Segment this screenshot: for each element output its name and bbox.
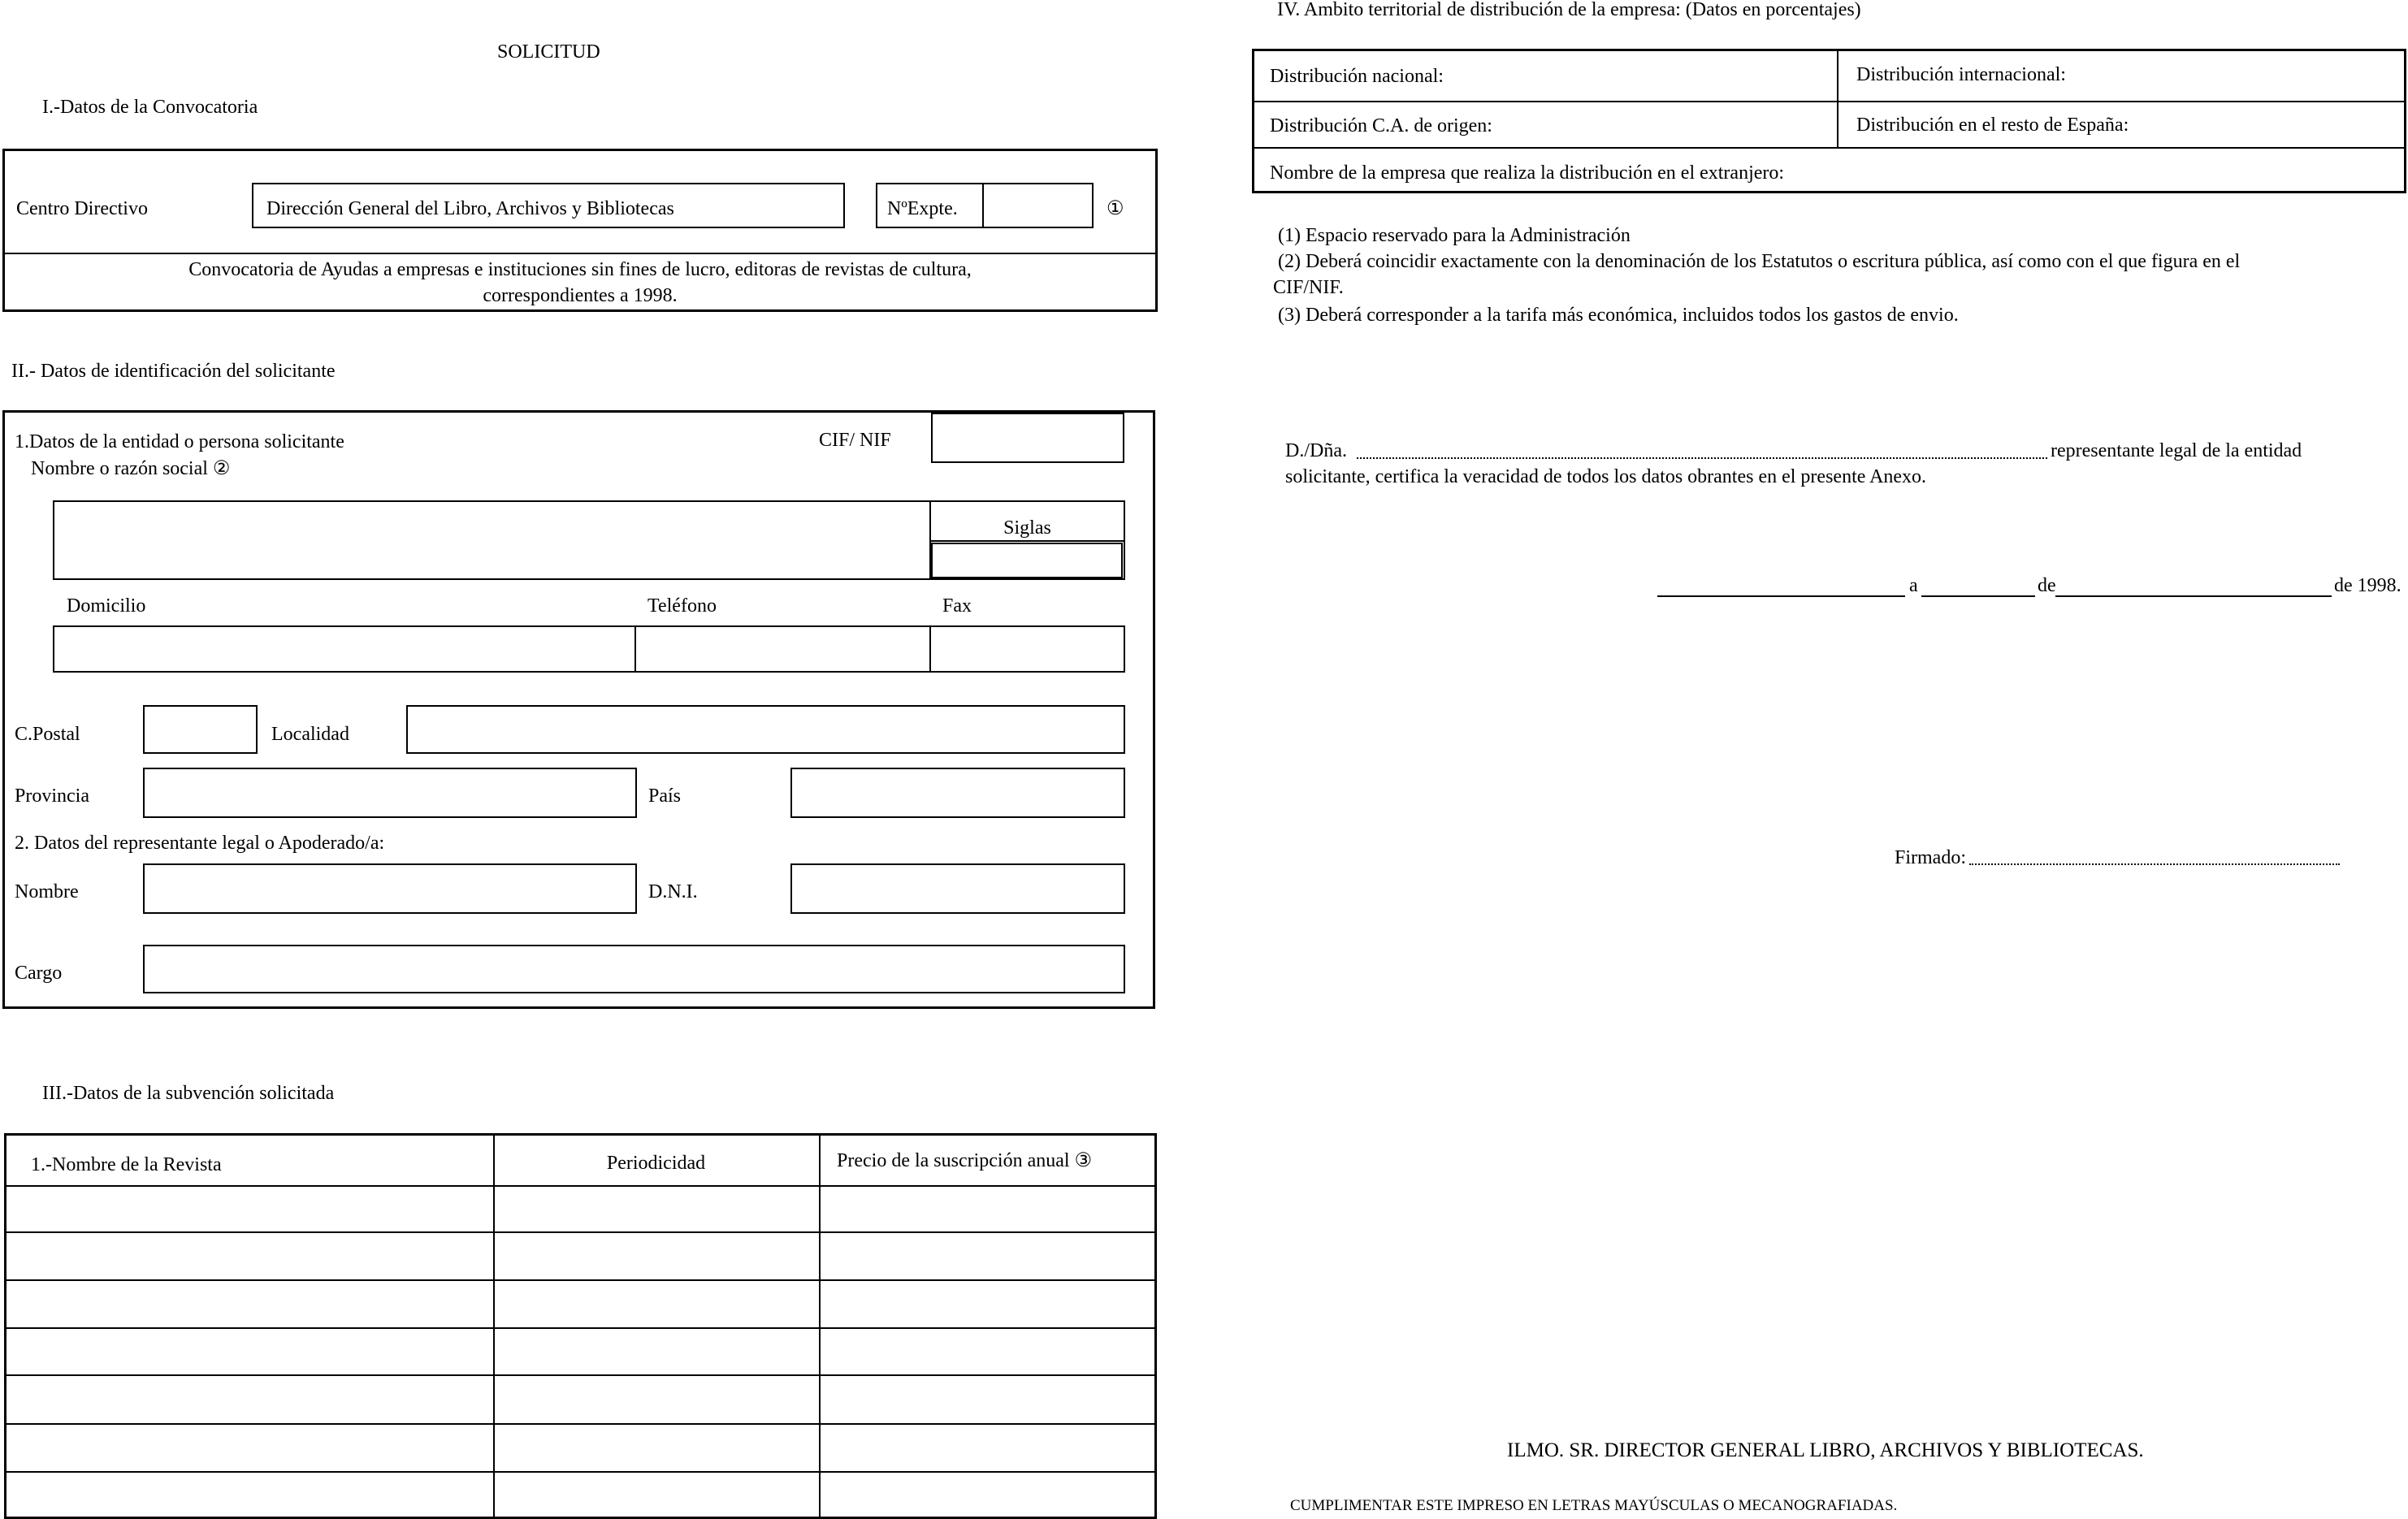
revistas-table <box>4 1133 1157 1519</box>
centro-directivo-value: Dirección General del Libro, Archivos y Bibliotecas <box>266 198 674 219</box>
firmado-label: Firmado: <box>1895 847 1966 868</box>
rep-nombre-field[interactable] <box>143 863 637 914</box>
divider <box>1252 147 2406 149</box>
expte-label: NºExpte. <box>887 198 958 219</box>
cpostal-label: C.Postal <box>15 724 80 745</box>
certification-line2: solicitante, certifica la veracidad de todos los datos obrantes en el presente Anexo. <box>1285 466 1927 487</box>
day-field[interactable] <box>1921 595 2035 597</box>
cpostal-field[interactable] <box>143 705 258 754</box>
divider <box>1837 49 1838 148</box>
table-row[interactable] <box>4 1279 1157 1281</box>
table-row[interactable] <box>4 1374 1157 1376</box>
fax-field[interactable] <box>929 625 1125 673</box>
siglas-field[interactable] <box>931 543 1123 578</box>
addressee: ILMO. SR. DIRECTOR GENERAL LIBRO, ARCHIVOS Y BIBLIOTECAS. <box>1507 1439 2144 1461</box>
note-1: (1) Espacio reservado para la Administración <box>1278 225 1631 246</box>
column-header-precio: Precio de la suscripción anual ③ <box>837 1150 1093 1171</box>
footer-instruction: CUMPLIMENTAR ESTE IMPRESO EN LETRAS MAYÚSCULAS O MECANOGRAFIADAS. <box>1290 1497 1898 1514</box>
table-row[interactable] <box>4 1185 1157 1187</box>
column-header-periodicidad: Periodicidad <box>606 1153 706 1174</box>
table-row[interactable] <box>4 1471 1157 1473</box>
convocatoria-text-line2: correspondientes a 1998. <box>483 285 678 306</box>
divider <box>493 1133 495 1519</box>
entidad-subheading: 1.Datos de la entidad o persona solicitante <box>15 431 344 452</box>
date-a: a <box>1909 575 1918 596</box>
divider <box>819 1133 821 1519</box>
localidad-field[interactable] <box>406 705 1125 754</box>
cargo-label: Cargo <box>15 963 63 984</box>
divider <box>929 540 1125 542</box>
distribucion-resto-espana[interactable]: Distribución en el resto de España: <box>1856 115 2129 136</box>
section3-heading: III.-Datos de la subvención solicitada <box>42 1083 335 1104</box>
provincia-label: Provincia <box>15 785 89 807</box>
telefono-label: Teléfono <box>647 595 717 617</box>
convocatoria-text-line1: Convocatoria de Ayudas a empresas e instituciones sin fines de lucro, editoras de revistas de cultura, <box>188 259 972 280</box>
distribucion-internacional[interactable]: Distribución internacional: <box>1856 64 2066 85</box>
section4-heading: IV. Ambito territorial de distribución de la empresa: (Datos en porcentajes) <box>1277 0 1861 20</box>
centro-directivo-label: Centro Directivo <box>16 198 148 219</box>
divider <box>2 253 1158 254</box>
fax-label: Fax <box>942 595 972 617</box>
telefono-field[interactable] <box>634 625 931 673</box>
table-row[interactable] <box>4 1423 1157 1425</box>
date-year: de 1998. <box>2334 575 2402 596</box>
place-field[interactable] <box>1657 595 1905 597</box>
pais-label: País <box>648 785 682 807</box>
date-de: de <box>2038 575 2056 596</box>
note-2-cont: CIF/NIF. <box>1273 277 1344 298</box>
note-3: (3) Deberá corresponder a la tarifa más económica, incluidos todos los gastos de envio. <box>1278 305 1959 326</box>
distribucion-ca-origen[interactable]: Distribución C.A. de origen: <box>1270 115 1492 136</box>
note-2: (2) Deberá coincidir exactamente con la denominación de los Estatutos o escritura pública, así como con el que figura en el <box>1278 251 2241 272</box>
nombre-razon-label: Nombre o razón social ② <box>31 458 231 479</box>
table-row[interactable] <box>4 1231 1157 1233</box>
siglas-label: Siglas <box>1003 517 1051 539</box>
representante-subheading: 2. Datos del representante legal o Apoderado/a: <box>15 833 385 854</box>
note-marker-1: ① <box>1107 198 1124 219</box>
dni-label: D.N.I. <box>648 881 698 902</box>
distribucion-nacional[interactable]: Distribución nacional: <box>1270 66 1444 87</box>
cif-field[interactable] <box>931 413 1124 463</box>
domicilio-field[interactable] <box>53 625 636 673</box>
column-header-nombre: 1.-Nombre de la Revista <box>31 1154 222 1175</box>
certification-name-field[interactable] <box>1357 457 2047 459</box>
dni-field[interactable] <box>790 863 1125 914</box>
page-title: SOLICITUD <box>497 41 600 63</box>
rep-nombre-label: Nombre <box>15 881 79 902</box>
divider <box>1252 101 2406 102</box>
empresa-extranjero[interactable]: Nombre de la empresa que realiza la distribución en el extranjero: <box>1270 162 1785 184</box>
table-row[interactable] <box>4 1327 1157 1329</box>
provincia-field[interactable] <box>143 768 637 818</box>
month-field[interactable] <box>2055 595 2332 597</box>
cargo-field[interactable] <box>143 945 1125 993</box>
divider <box>982 183 984 228</box>
pais-field[interactable] <box>790 768 1125 818</box>
cif-label: CIF/ NIF <box>819 430 891 451</box>
certification-suffix: representante legal de la entidad <box>2051 440 2302 461</box>
section2-heading: II.- Datos de identificación del solicitante <box>11 361 336 382</box>
localidad-label: Localidad <box>271 724 349 745</box>
section1-heading: I.-Datos de la Convocatoria <box>42 97 258 118</box>
domicilio-label: Domicilio <box>67 595 146 617</box>
signature-field[interactable] <box>1969 863 2340 865</box>
certification-prefix: D./Dña. <box>1285 440 1347 461</box>
